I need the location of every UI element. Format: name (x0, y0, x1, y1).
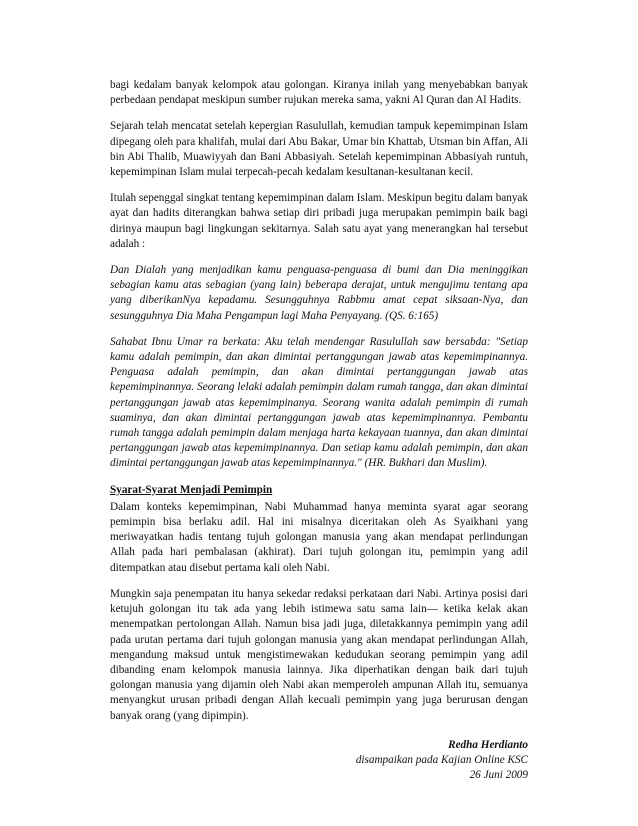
section-heading: Syarat-Syarat Menjadi Pemimpin (110, 483, 273, 496)
signature-author: Redha Herdianto (448, 738, 528, 751)
paragraph-2: Sejarah telah mencatat setelah kepergian Rasulullah, kemudian tampuk kepemimpinan Islam dipegang oleh para khalifah, mulai dari Abu Bakar, Umar bin Khattab, Utsman bin Affan, Ali bin Abi Thalib, Muawiyyah dan Bani Abbasiyah. Setelah kepemimpinan Abbasiyah runtuh, kepemimpinan Islam mulai terpecah-pecah kedalam kesultanan-kesultanan kecil. (110, 120, 528, 179)
signature-block (110, 738, 528, 784)
section-paragraph-1: Dalam konteks kepemimpinan, Nabi Muhammad hanya meminta syarat agar seorang pemimpin bisa berlaku adil. Hal ini misalnya diceritakan oleh As Syaikhani yang meriwayatkan hadis tentang tujuh golongan manusia yang akan mendapat perlindungan Allah pada hari pembalasan (akhirat). Dari tujuh golongan itu, pemimpin yang adil ditempatkan atau disebut pertama kali oleh Nabi. (110, 500, 528, 574)
hadith-quote: Sahabat Ibnu Umar ra berkata: Aku telah mendengar Rasulullah saw bersabda: "Setiap kamu adalah pemimpin, dan akan dimintai pertanggungan jawab atas kepemimpinannya. Penguasa adalah pemimpin, dan akan dimintai pertanggungan jawab atas kepemimpinannya. Seorang lelaki adalah pemimpin dalam rumah tangga, dan akan dimintai pertanggungan jawab atas kepemimpinanya. Seorang wanita adalah pemimpin di rumah suaminya, dan akan dimintai pertanggungan jawab atas kepemimpinannya. Pembantu rumah tangga adalah pemimpin dalam menjaga harta kekayaan tuannya, dan akan dimintai pertanggungan jawab atas kepemimpinannya. Dan setiap kamu adalah pemimpin, dan akan dimintai pertanggungan jawab atas kepemimpinannya." (HR. Bukhari dan Muslim). (110, 335, 528, 470)
signature-line: disampaikan pada Kajian Online KSC (355, 753, 528, 766)
quran-quote: Dan Dialah yang menjadikan kamu penguasa-penguasa di bumi dan Dia meninggikan sebagian kamu atas sebagian (yang lain) beberapa derajat, untuk mengujimu tentang apa yang diberikanNya kepadamu. Sesungguhnya Rabbmu amat cepat siksaan-Nya, dan sesungguhnya Dia Maha Pengampun lagi Maha Penyayang. (QS. 6:165) (110, 264, 528, 322)
document-page (110, 78, 528, 783)
section-paragraph-2: Mungkin saja penempatan itu hanya sekedar redaksi perkataan dari Nabi. Artinya posisi dari ketujuh golongan itu tak ada yang lebih istimewa satu sama lain— ketika kelak akan menempatkan pertolongan Allah. Namun bisa jadi juga, diletakkannya pemimpin yang adil pada urutan pertama dari tujuh golongan manusia yang akan mendapat perlindungan Allah, mengandung maksud untuk mengistimewakan kedudukan seorang pemimpin yang adil dibanding enam kelompok manusia lainnya. Jika diperhatikan dengan baik dari tujuh golongan manusia yang dijamin oleh Nabi akan memperoleh ampunan Allah itu, semuanya menyangkut urusan pribadi dengan Allah kecuali pemimpin yang juga berurusan dengan banyak orang (yang dipimpin). (110, 587, 528, 722)
paragraph-3: Itulah sepenggal singkat tentang kepemimpinan dalam Islam. Meskipun begitu dalam banyak ayat dan hadits diterangkan bahwa setiap diri pribadi juga merupakan pemimpin baik bagi dirinya maupun bagi lingkungan sekitarnya. Salah satu ayat yang menerangkan hal tersebut adalah : (110, 192, 528, 250)
signature-date: 26 Juni 2009 (469, 769, 528, 782)
paragraph-1: bagi kedalam banyak kelompok atau golongan. Kiranya inilah yang menyebabkan banyak perbedaan pendapat meskipun sumber rujukan mereka sama, yakni Al Quran dan Al Hadits. (110, 79, 528, 107)
